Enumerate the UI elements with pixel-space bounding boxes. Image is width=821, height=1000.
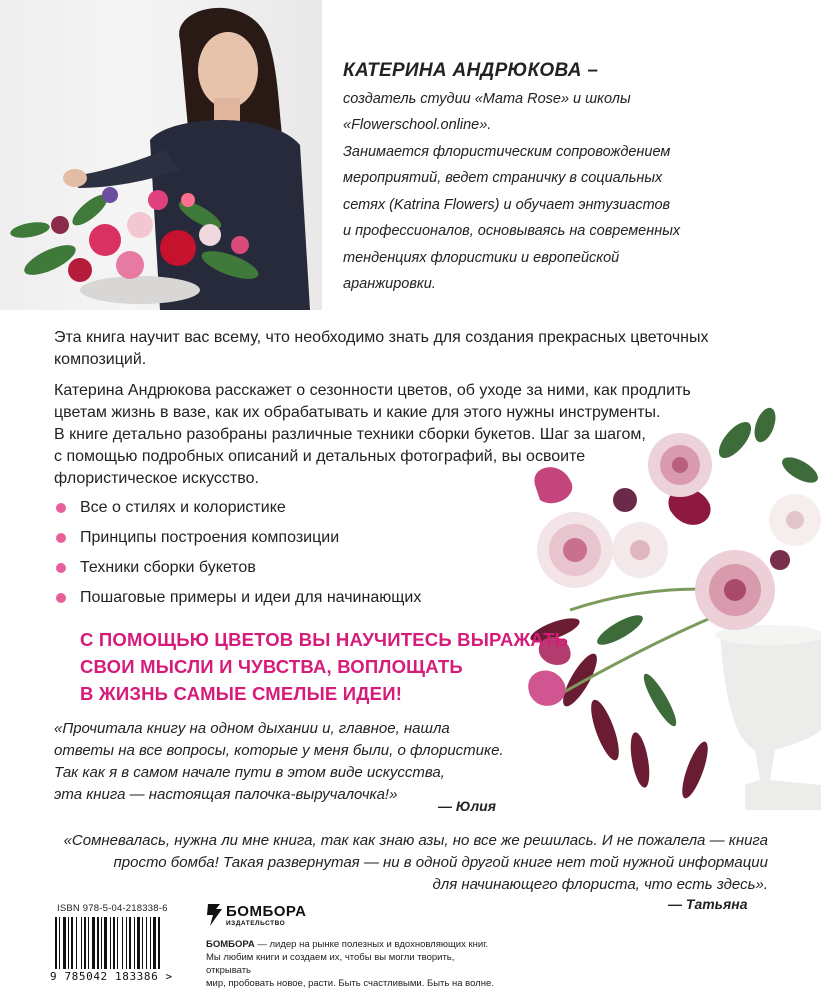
author-photo bbox=[0, 0, 322, 310]
publisher-blurb: БОМБОРА — лидер на рынке полезных и вдохновляющих книг. Мы любим книги и создаем их, чтобы вы могли творить, открывать мир, пробовать новое, расти. Быть счастливыми. Быть на волне. bbox=[206, 939, 494, 989]
bio-line: и профессионалов, основываясь на современных bbox=[343, 223, 681, 239]
barcode-icon bbox=[55, 917, 183, 969]
intro-paragraph: Эта книга научит вас всему, что необходимо знать для создания прекрасных цветочных композиций. bbox=[54, 329, 709, 368]
list-item: Техники сборки букетов bbox=[54, 557, 534, 587]
highlight-slogan: С ПОМОЩЬЮ ЦВЕТОВ ВЫ НАУЧИТЕСЬ ВЫРАЖАТЬ СВОИ МЫСЛИ И ЧУВСТВА, ВОПЛОЩАТЬ В ЖИЗНЬ САМЫЕ СМЕЛЫЕ ИДЕИ! bbox=[80, 629, 569, 704]
publisher-name: БОМБОРА bbox=[226, 903, 307, 920]
bullet-dot-icon bbox=[56, 533, 66, 543]
bio-line: тенденциях флористики и европейской bbox=[343, 249, 620, 266]
feature-list bbox=[54, 497, 534, 617]
barcode-digits: 9 785042 183386 > bbox=[50, 970, 173, 983]
description-paragraph: Катерина Андрюкова расскажет о сезонности цветов, об уходе за ними, как продлить цветам жизнь в вазе, как их обрабатывать и какие для этого нужны инструменты. В книге детально разобраны различные техники сборки букетов. Шаг за шагом, с помощью подробных описаний и детальных фотографий, вы освоите флористическое искусство. bbox=[54, 382, 691, 487]
bullet-dot-icon bbox=[56, 503, 66, 513]
review-quote-2: «Сомневалась, нужна ли мне книга, так как знаю азы, но все же решилась. И не пожалела — книга просто бомба! Такая развернутая — ни в одной другой книге нет той нужной информации для начинающего флориста, что есть здесь». bbox=[63, 832, 768, 893]
author-name: КАТЕРИНА АНДРЮКОВА bbox=[343, 60, 582, 81]
review-signature-2: — Татьяна bbox=[668, 896, 748, 912]
publisher-subtitle: ИЗДАТЕЛЬСТВО bbox=[226, 920, 286, 927]
list-item: Принципы построения композиции bbox=[54, 527, 534, 557]
bullet-dot-icon bbox=[56, 593, 66, 603]
review-quote-1: «Прочитала книгу на одном дыхании и, главное, нашла ответы на все вопросы, которые у меня были, о флористике. Так как я в самом начале пути в этом виде искусства, эта книга — настоящая палочка-выручалочка!» bbox=[54, 720, 504, 803]
bullet-dot-icon bbox=[56, 563, 66, 573]
bio-line: сетях (Katrina Flowers) и обучает энтузиастов bbox=[343, 196, 671, 213]
review-signature-1: — Юлия bbox=[438, 798, 496, 814]
author-bio: КАТЕРИНА АНДРЮКОВА – создатель студии «Mama Rose» и школы «Flowerschool.online». Занимается флористическим сопровождением мероприятий, ведет страничку в социальных сетях (Katrina Flowers) и обучает энтузиастов и профессионалов, основываясь на современных тенденциях флористики и европейской аранжировки. bbox=[343, 58, 703, 298]
bio-line: Занимается флористическим сопровождением bbox=[343, 143, 671, 160]
bio-line: аранжировки. bbox=[343, 276, 436, 292]
bio-line: создатель студии «Mama Rose» и школы bbox=[343, 90, 631, 107]
bio-line: «Flowerschool.online». bbox=[343, 117, 492, 133]
list-item: Все о стилях и колористике bbox=[54, 497, 534, 527]
bio-line: мероприятий, ведет страничку в социальных bbox=[343, 170, 663, 186]
list-item: Пошаговые примеры и идеи для начинающих bbox=[54, 587, 534, 617]
isbn-label: ISBN 978-5-04-218338-6 bbox=[57, 903, 168, 914]
